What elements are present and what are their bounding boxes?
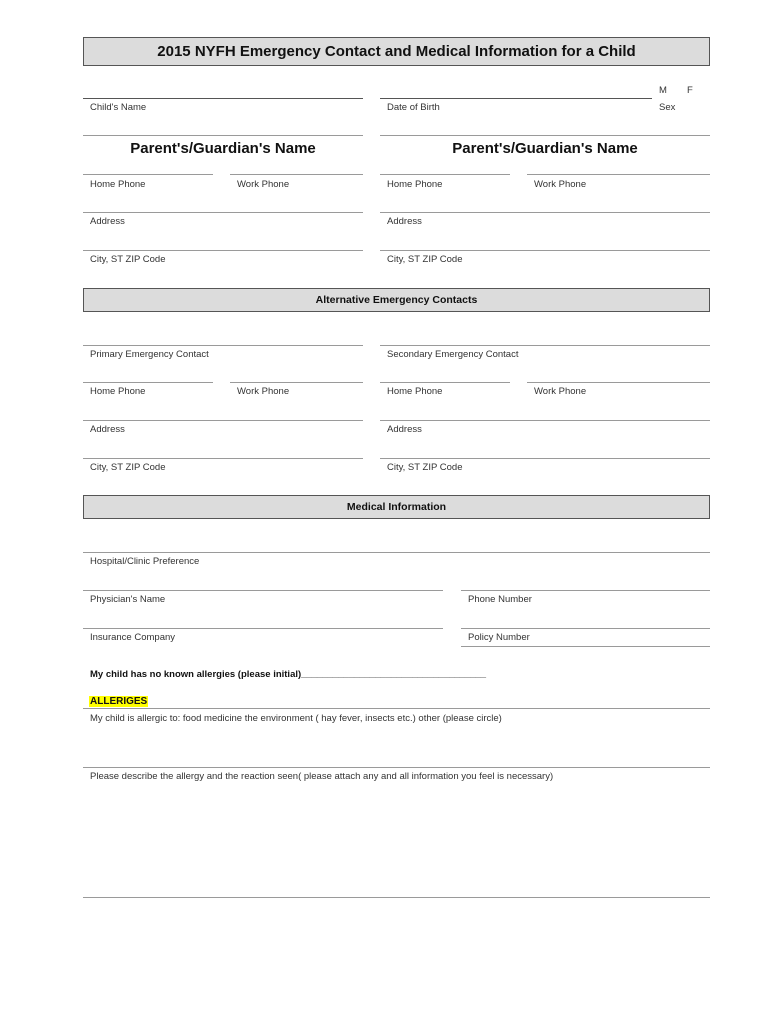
guardian-right-address-line[interactable] bbox=[380, 212, 710, 213]
allergic-to-options[interactable]: My child is allergic to: food medicine the environment ( hay fever, insects etc.) other (please circle) bbox=[90, 713, 502, 724]
alt-right-address-line[interactable] bbox=[380, 420, 710, 421]
alt-left-address-label: Address bbox=[90, 424, 125, 435]
form-title: 2015 NYFH Emergency Contact and Medical Information for a Child bbox=[157, 43, 636, 60]
guardian-right-city-line[interactable] bbox=[380, 250, 710, 251]
guardian-left-home-label: Home Phone bbox=[90, 179, 146, 190]
dob-label: Date of Birth bbox=[387, 102, 440, 113]
guardian-right-home-label: Home Phone bbox=[387, 179, 443, 190]
no-allergies-statement[interactable]: My child has no known allergies (please initial)___________________________________ bbox=[90, 669, 487, 680]
guardian-left-heading: Parent's/Guardian's Name bbox=[130, 140, 316, 157]
alt-left-address-line[interactable] bbox=[83, 420, 363, 421]
describe-line bbox=[83, 767, 710, 768]
guardian-right-work-label: Work Phone bbox=[534, 179, 587, 190]
describe-textarea[interactable] bbox=[83, 784, 710, 896]
alt-right-city-label: City, ST ZIP Code bbox=[387, 462, 463, 473]
alt-right-city-line[interactable] bbox=[380, 458, 710, 459]
alt-left-city-line[interactable] bbox=[83, 458, 363, 459]
alt-contacts-heading: Alternative Emergency Contacts bbox=[315, 294, 478, 306]
alt-contacts-bar bbox=[83, 288, 710, 312]
guardian-left-work-label: Work Phone bbox=[237, 179, 290, 190]
guardian-right-top-line bbox=[380, 135, 710, 136]
guardian-left-work-line[interactable] bbox=[230, 174, 363, 175]
alt-right-work-label: Work Phone bbox=[534, 386, 587, 397]
primary-contact-line[interactable] bbox=[83, 345, 363, 346]
alt-left-work-line[interactable] bbox=[230, 382, 363, 383]
guardian-right-home-line[interactable] bbox=[380, 174, 510, 175]
alt-left-home-label: Home Phone bbox=[90, 386, 146, 397]
child-name-label: Child's Name bbox=[90, 102, 147, 113]
secondary-contact-label: Secondary Emergency Contact bbox=[387, 349, 519, 360]
sex-option-f[interactable]: F bbox=[687, 85, 693, 96]
hospital-label: Hospital/Clinic Preference bbox=[90, 556, 200, 567]
insurance-line[interactable] bbox=[83, 628, 443, 629]
guardian-right-heading: Parent's/Guardian's Name bbox=[452, 140, 638, 157]
dob-line[interactable] bbox=[380, 98, 652, 99]
guardian-left-top-line bbox=[83, 135, 363, 136]
policy-label: Policy Number bbox=[468, 632, 530, 643]
physician-label: Physician's Name bbox=[90, 594, 166, 605]
hospital-line[interactable] bbox=[83, 552, 710, 553]
describe-label: Please describe the allergy and the reaction seen( please attach any and all information you feel is necessary) bbox=[90, 771, 554, 782]
insurance-label: Insurance Company bbox=[90, 632, 176, 643]
phone-number-line[interactable] bbox=[461, 590, 710, 591]
sex-option-m[interactable]: M bbox=[659, 85, 667, 96]
child-name-line[interactable] bbox=[83, 98, 363, 99]
policy-bottom-line bbox=[461, 646, 710, 647]
physician-line[interactable] bbox=[83, 590, 443, 591]
allergies-tag: ALLERIGES bbox=[90, 696, 148, 707]
policy-line[interactable] bbox=[461, 628, 710, 629]
alt-right-work-line[interactable] bbox=[527, 382, 710, 383]
guardian-right-city-label: City, ST ZIP Code bbox=[387, 254, 463, 265]
form-title-bar bbox=[83, 37, 710, 66]
medical-info-bar bbox=[83, 495, 710, 519]
guardian-left-home-line[interactable] bbox=[83, 174, 213, 175]
guardian-left-city-label: City, ST ZIP Code bbox=[90, 254, 166, 265]
primary-contact-label: Primary Emergency Contact bbox=[90, 349, 209, 360]
alt-right-home-line[interactable] bbox=[380, 382, 510, 383]
alt-right-home-label: Home Phone bbox=[387, 386, 443, 397]
secondary-contact-line[interactable] bbox=[380, 345, 710, 346]
alt-left-work-label: Work Phone bbox=[237, 386, 290, 397]
sex-label: Sex bbox=[659, 102, 676, 113]
guardian-left-address-label: Address bbox=[90, 216, 125, 227]
medical-info-heading: Medical Information bbox=[346, 501, 447, 513]
guardian-right-work-line[interactable] bbox=[527, 174, 710, 175]
guardian-left-address-line[interactable] bbox=[83, 212, 363, 213]
alt-left-home-line[interactable] bbox=[83, 382, 213, 383]
allergies-tag-wrap bbox=[89, 696, 148, 707]
alt-left-city-label: City, ST ZIP Code bbox=[90, 462, 166, 473]
guardian-left-city-line[interactable] bbox=[83, 250, 363, 251]
form-bottom-line bbox=[83, 897, 710, 898]
allergies-line bbox=[83, 708, 710, 709]
phone-number-label: Phone Number bbox=[468, 594, 532, 605]
alt-right-address-label: Address bbox=[387, 424, 422, 435]
guardian-right-address-label: Address bbox=[387, 216, 422, 227]
